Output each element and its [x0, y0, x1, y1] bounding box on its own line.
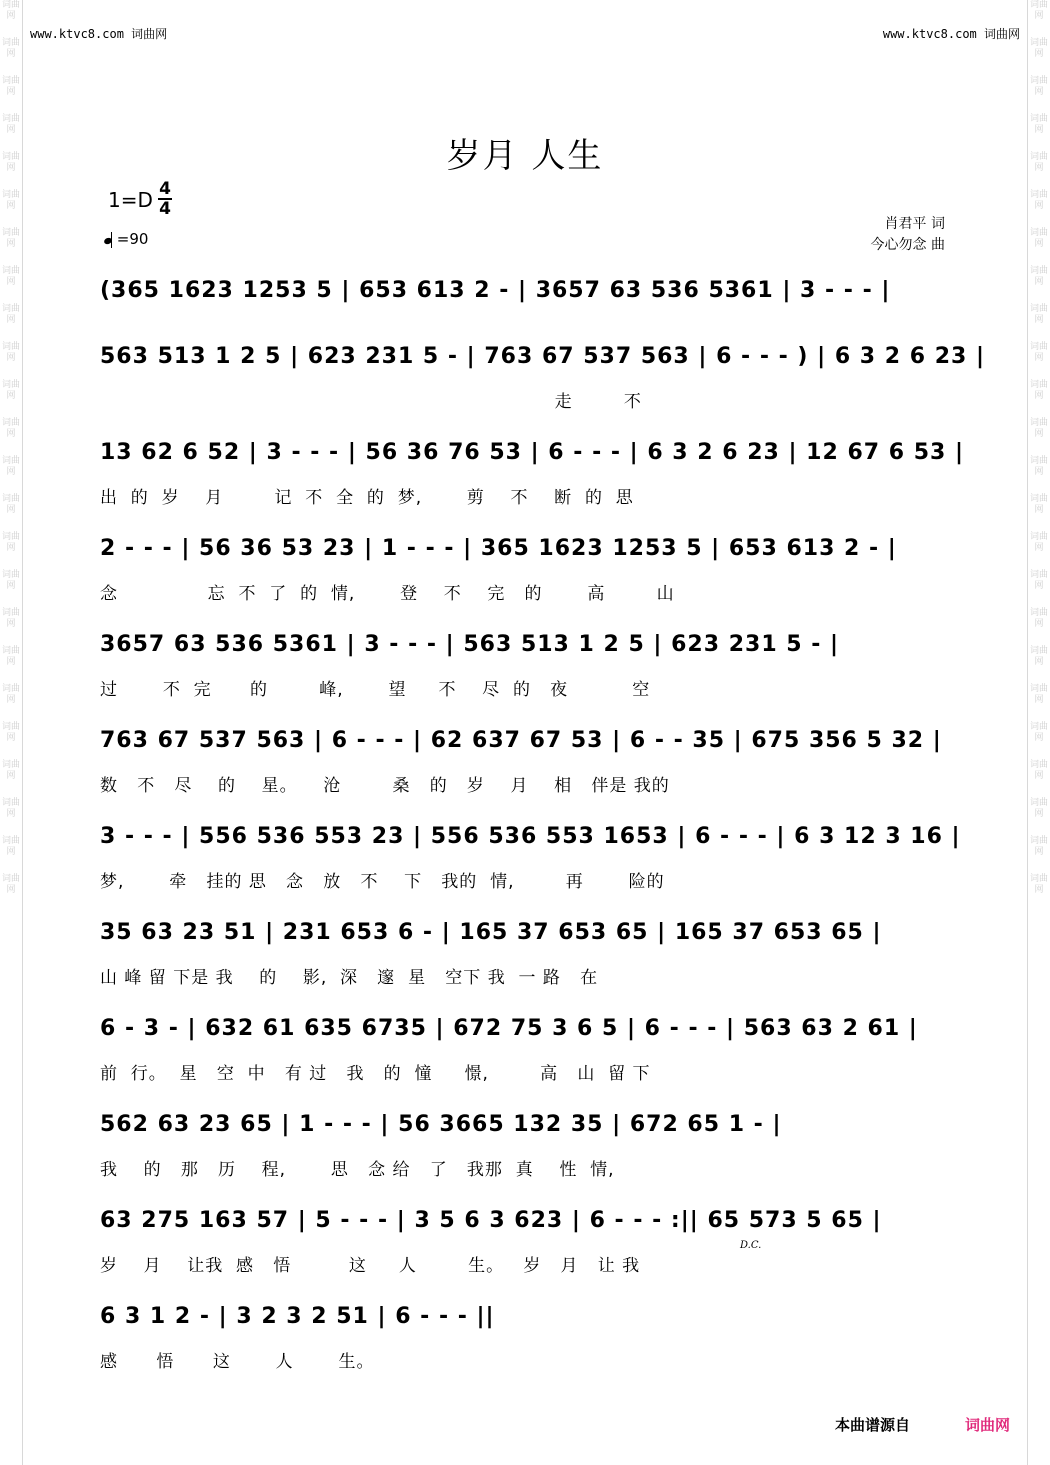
edge-watermark-text: 词曲网: [1, 418, 20, 439]
lyric-row-2: 走 不: [100, 392, 642, 412]
lyricist-credit: 肖君平 词: [884, 216, 945, 232]
song-title: 岁月 人生: [446, 136, 604, 176]
edge-watermark-text: 词曲网: [1029, 646, 1048, 667]
edge-watermark-text: 词曲网: [1, 836, 20, 857]
edge-watermark-text: 词曲网: [1029, 836, 1048, 857]
header-site-right[interactable]: www.ktvc8.com 词曲网: [882, 27, 1020, 41]
edge-watermark-text: 词曲网: [1029, 570, 1048, 591]
edge-watermark-text: 词曲网: [1029, 418, 1048, 439]
edge-watermark-text: 词曲网: [1029, 190, 1048, 211]
lyric-row-4: 念 忘 不 了 的 情, 登 不 完 的 高 山: [100, 584, 675, 604]
score-row-4: 2 - - - | 56 36 53 23 | 1 - - - | 365 1623 1253 5 | 653 613 2 - |: [100, 536, 897, 561]
edge-watermark-text: 词曲网: [1029, 266, 1048, 287]
score-row-5: 3657 63 536 5361 | 3 - - - | 563 513 1 2 5 | 623 231 5 - |: [100, 632, 840, 657]
time-signature: [158, 180, 172, 218]
lyric-row-6: 数 不 尽 的 星。 沧 桑 的 岁 月 相 伴是 我的: [100, 776, 670, 796]
left-watermark-strip: [0, 0, 23, 1465]
score-row-7: 3 - - - | 556 536 553 23 | 556 536 553 1653 | 6 - - - | 6 3 12 3 16 |: [100, 824, 961, 849]
edge-watermark-text: 词曲网: [1029, 304, 1048, 325]
score-row-1: (365 1623 1253 5 | 653 613 2 - | 3657 63 536 5361 | 3 - - - |: [100, 278, 891, 303]
key-signature: 1=D: [108, 188, 153, 212]
edge-watermark-text: 词曲网: [1029, 0, 1048, 21]
lyric-row-7: 梦, 牵 挂的 思 念 放 不 下 我的 情, 再 险的: [100, 872, 665, 892]
tempo-marking: [104, 230, 148, 248]
score-row-2: 563 513 1 2 5 | 623 231 5 - | 763 67 537 563 | 6 - - - ) | 6 3 2 6 23 |: [100, 344, 986, 369]
edge-watermark-text: 词曲网: [1, 608, 20, 629]
footer-source-label: 本曲谱源自: [834, 1416, 910, 1434]
edge-watermark-text: 词曲网: [1, 798, 20, 819]
score-row-11: 63 275 163 57 | 5 - - - | 3 5 6 3 623 | 6 - - - :|| 65 573 5 65 |: [100, 1208, 882, 1233]
lyric-row-10: 我 的 那 历 程, 思 念 给 了 我那 真 性 情,: [100, 1160, 615, 1180]
edge-watermark-text: 词曲网: [1, 760, 20, 781]
edge-watermark-text: 词曲网: [1, 874, 20, 895]
edge-watermark-text: 词曲网: [1, 456, 20, 477]
edge-watermark-text: 词曲网: [1, 304, 20, 325]
dc-mark: D.C.: [740, 1240, 762, 1251]
edge-watermark-text: 词曲网: [1029, 342, 1048, 363]
edge-watermark-text: 词曲网: [1029, 494, 1048, 515]
edge-watermark-text: 词曲网: [1029, 114, 1048, 135]
score-row-8: 35 63 23 51 | 231 653 6 - | 165 37 653 65 | 165 37 653 65 |: [100, 920, 882, 945]
edge-watermark-text: 词曲网: [1, 646, 20, 667]
edge-watermark-text: 词曲网: [1029, 76, 1048, 97]
edge-watermark-text: 词曲网: [1029, 684, 1048, 705]
edge-watermark-text: 词曲网: [1, 228, 20, 249]
lyric-row-8: 山 峰 留 下是 我 的 影, 深 邃 星 空下 我 一 路 在: [100, 968, 599, 988]
edge-watermark-text: 词曲网: [1029, 874, 1048, 895]
edge-watermark-text: 词曲网: [1029, 228, 1048, 249]
edge-watermark-text: 词曲网: [1, 532, 20, 553]
lyric-row-5: 过 不 完 的 峰, 望 不 尽 的 夜 空: [100, 680, 651, 700]
lyric-row-9: 前 行。 星 空 中 有 过 我 的 憧 憬, 高 山 留 下: [100, 1064, 651, 1084]
score-row-6: 763 67 537 563 | 6 - - - | 62 637 67 53 | 6 - - 35 | 675 356 5 32 |: [100, 728, 942, 753]
time-signature-top: 4: [159, 179, 171, 199]
header-site-left[interactable]: www.ktvc8.com 词曲网: [30, 27, 168, 41]
edge-watermark-text: 词曲网: [1, 266, 20, 287]
edge-watermark-text: 词曲网: [1, 722, 20, 743]
edge-watermark-text: 词曲网: [1, 38, 20, 59]
edge-watermark-text: 词曲网: [1029, 38, 1048, 59]
edge-watermark-text: 词曲网: [1029, 608, 1048, 629]
score-row-12: 6 3 1 2 - | 3 2 3 2 51 | 6 - - - ||: [100, 1304, 495, 1329]
edge-watermark-text: 词曲网: [1, 342, 20, 363]
score-row-3: 13 62 6 52 | 3 - - - | 56 36 76 53 | 6 - - - | 6 3 2 6 23 | 12 67 6 53 |: [100, 440, 964, 465]
lyric-row-11: 岁 月 让我 感 悟 这 人 生。 岁 月 让 我: [100, 1256, 641, 1276]
edge-watermark-text: 词曲网: [1029, 798, 1048, 819]
edge-watermark-text: 词曲网: [1029, 152, 1048, 173]
edge-watermark-text: 词曲网: [1, 684, 20, 705]
edge-watermark-text: 词曲网: [1, 570, 20, 591]
tempo-value: =90: [116, 230, 149, 248]
edge-watermark-text: 词曲网: [1029, 456, 1048, 477]
time-signature-bottom: 4: [159, 199, 171, 219]
edge-watermark-text: 词曲网: [1, 114, 20, 135]
composer-credit: 今心勿念 曲: [870, 237, 945, 253]
edge-watermark-text: 词曲网: [1029, 760, 1048, 781]
lyric-row-12: 感 悟 这 人 生。: [100, 1352, 375, 1372]
lyric-row-3: 出 的 岁 月 记 不 全 的 梦, 剪 不 断 的 思: [100, 488, 634, 508]
right-watermark-strip: [1027, 0, 1050, 1465]
score-row-9: 6 - 3 - | 632 61 635 6735 | 672 75 3 6 5 | 6 - - - | 563 63 2 61 |: [100, 1016, 918, 1041]
edge-watermark-text: 词曲网: [1, 152, 20, 173]
edge-watermark-text: 词曲网: [1, 190, 20, 211]
edge-watermark-text: 词曲网: [1029, 532, 1048, 553]
lyric-row-1: [100, 318, 950, 338]
edge-watermark-text: 词曲网: [1029, 380, 1048, 401]
footer-brand-link[interactable]: 词曲网: [964, 1416, 1010, 1434]
edge-watermark-text: 词曲网: [1, 76, 20, 97]
edge-watermark-text: 词曲网: [1, 380, 20, 401]
score-row-10: 562 63 23 65 | 1 - - - | 56 3665 132 35 | 672 65 1 - |: [100, 1112, 782, 1137]
edge-watermark-text: 词曲网: [1029, 722, 1048, 743]
edge-watermark-text: 词曲网: [1, 0, 20, 21]
quarter-note-icon: [103, 237, 113, 245]
edge-watermark-text: 词曲网: [1, 494, 20, 515]
